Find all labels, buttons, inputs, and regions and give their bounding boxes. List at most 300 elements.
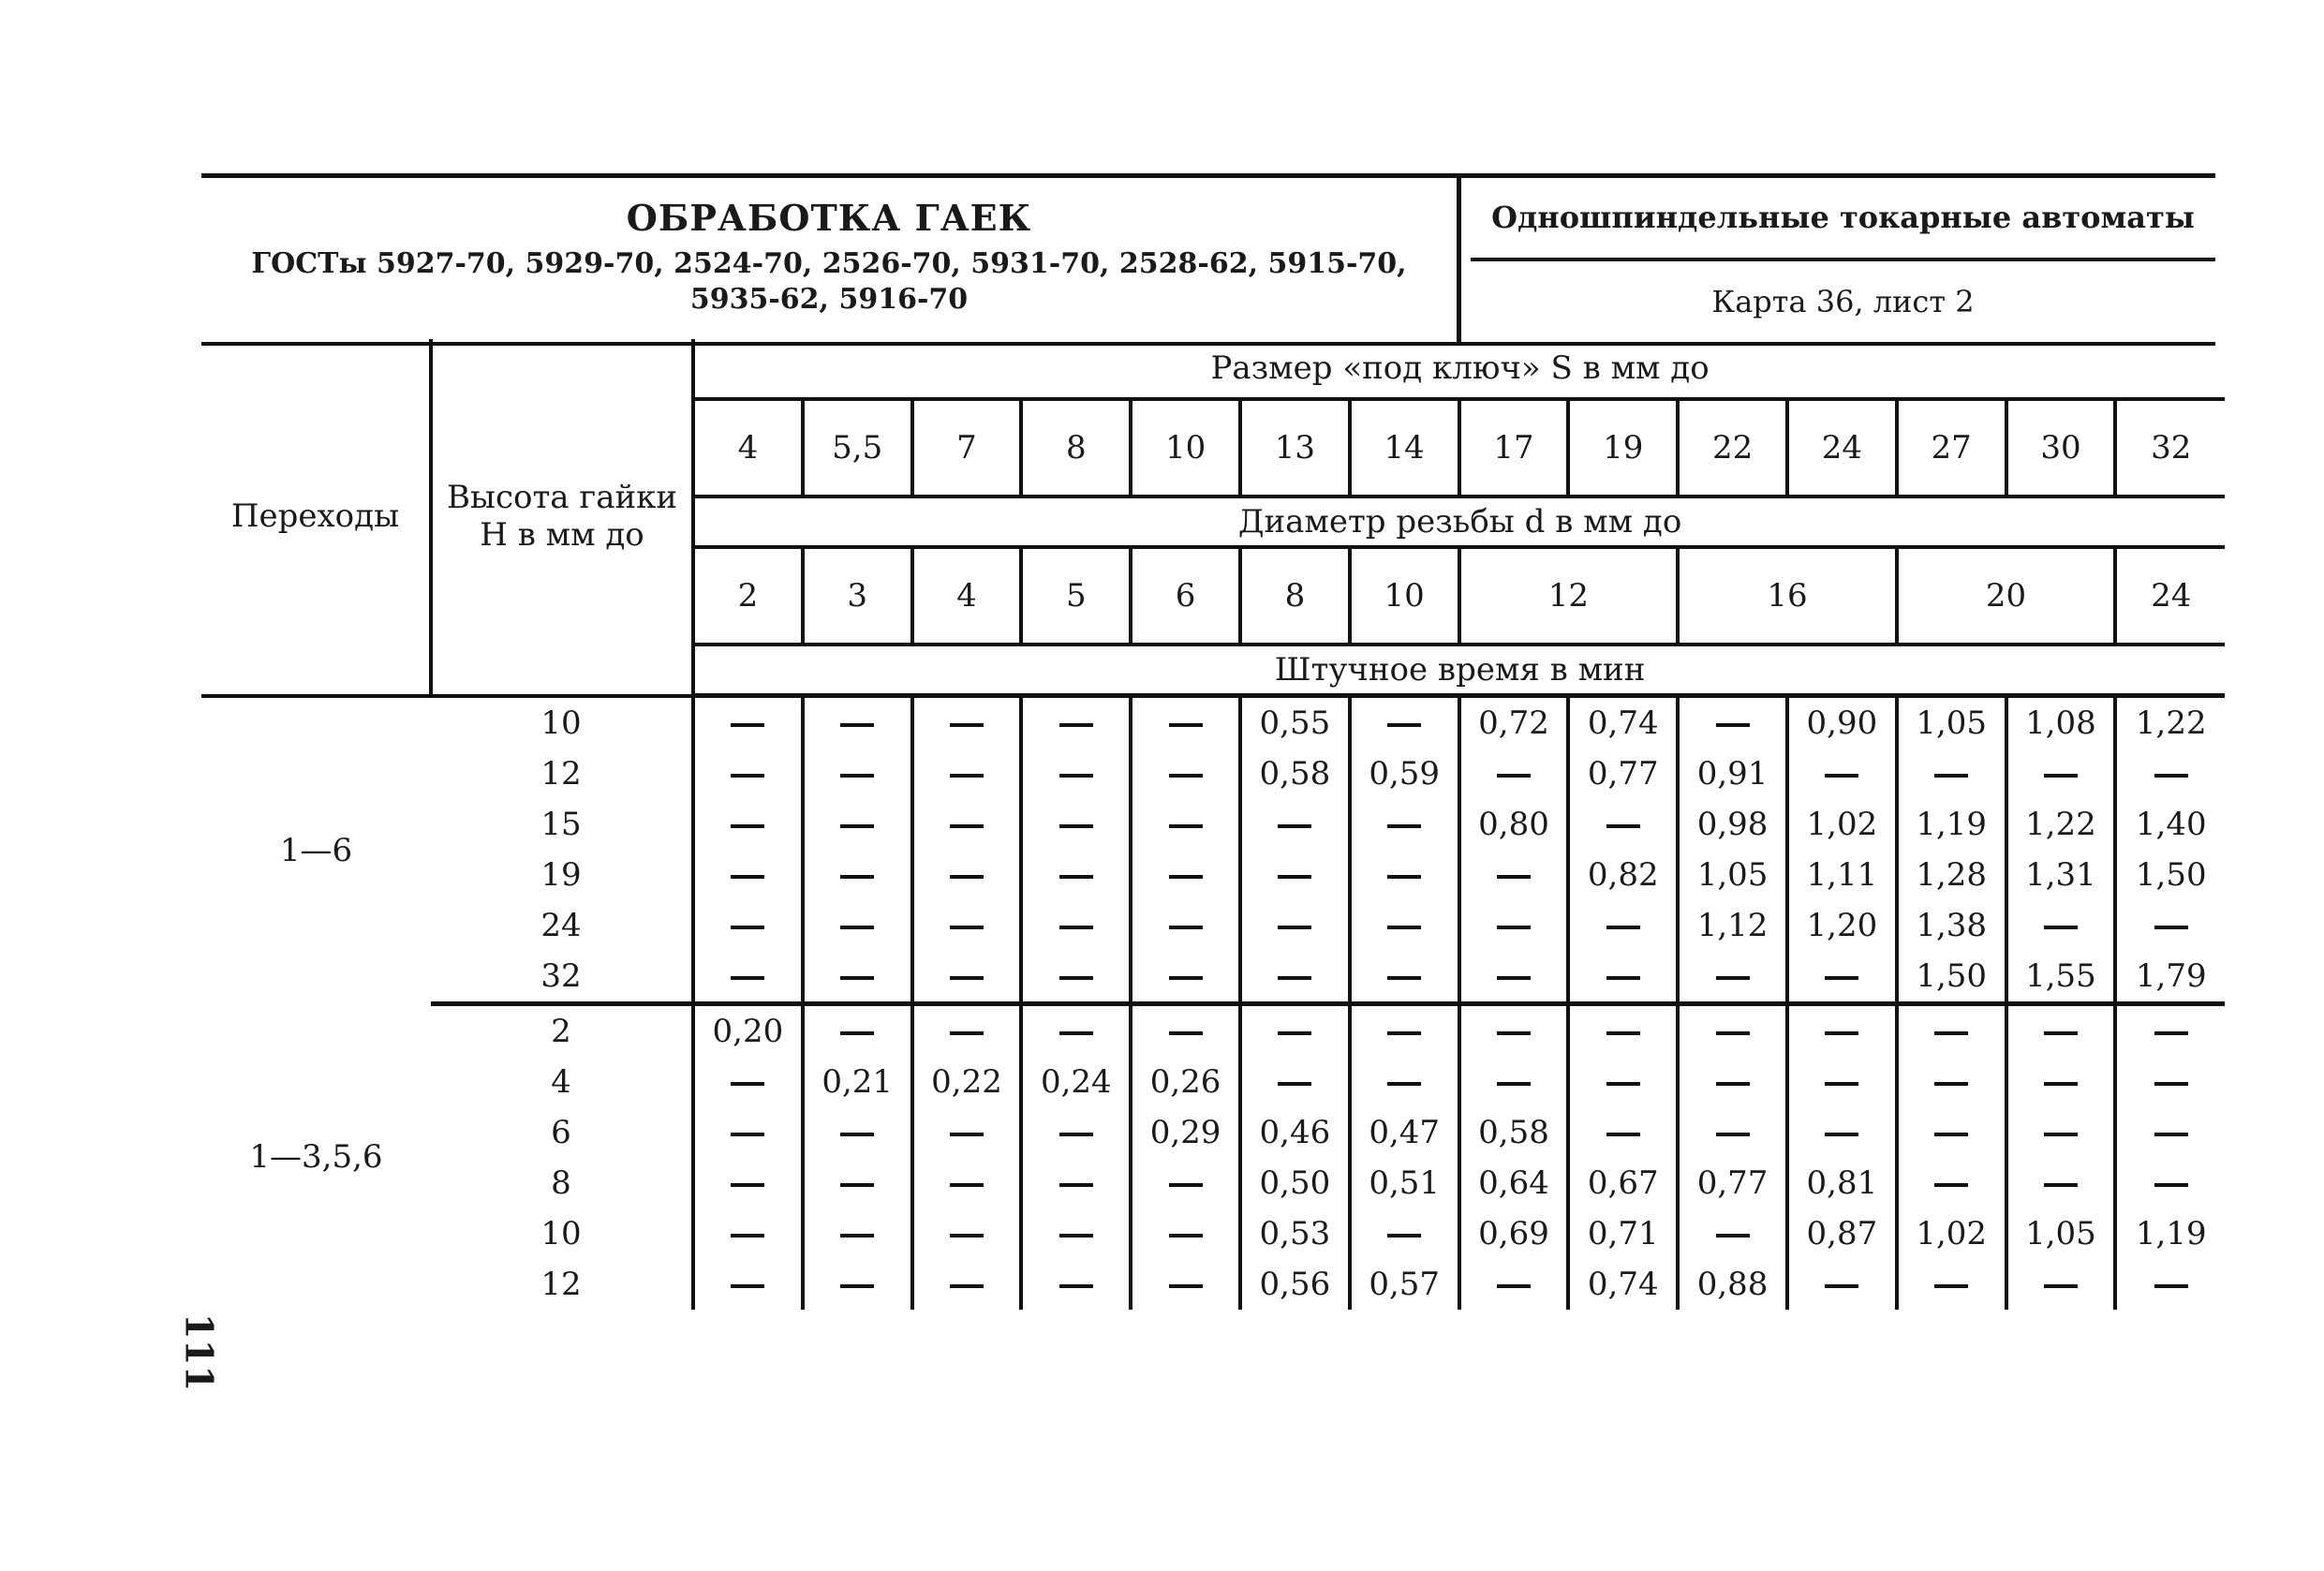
- dash-mark: [731, 976, 764, 980]
- nut-height: 12: [540, 755, 582, 793]
- time-cell: 1,19: [1897, 799, 2006, 850]
- time-cell: [1568, 1107, 1678, 1158]
- table-row: [201, 900, 2225, 951]
- s-value: 19: [1568, 399, 1678, 496]
- dash-mark: [1169, 926, 1203, 929]
- dash-mark: [840, 1133, 874, 1136]
- dash-mark: [731, 774, 764, 778]
- time-cell: [2115, 1158, 2225, 1208]
- dash-mark: [1169, 1234, 1203, 1238]
- dash-mark: [1497, 1031, 1531, 1035]
- nut-height: 32: [431, 951, 693, 1004]
- table-row: [201, 850, 2225, 900]
- nut-height: 15: [540, 806, 582, 843]
- time-cell: [803, 850, 912, 900]
- timing-table: [201, 339, 2225, 1310]
- time-cell: [1131, 1158, 1240, 1208]
- dash-mark: [840, 1183, 874, 1187]
- machine-type: Одношпиндельные токарные автоматы: [1471, 178, 2215, 261]
- time-cell: [1568, 951, 1678, 1004]
- time-cell: 1,20: [1787, 900, 1897, 951]
- dash-mark: [1606, 824, 1640, 828]
- dash-mark: [1278, 824, 1311, 828]
- dash-mark: [1387, 723, 1421, 727]
- dash-mark: [950, 824, 984, 828]
- dash-mark: [1169, 774, 1203, 778]
- dash-mark: [1716, 976, 1750, 980]
- dash-mark: [840, 824, 874, 828]
- nut-height: 24: [540, 907, 582, 944]
- dash-mark: [1606, 926, 1640, 929]
- nut-height: 6: [551, 1114, 571, 1151]
- time-cell: 0,26: [1131, 1057, 1240, 1107]
- time-cell: [803, 1158, 912, 1208]
- s-value: 10: [1131, 399, 1240, 496]
- time-cell: [1131, 799, 1240, 850]
- time-cell: [1897, 1158, 2006, 1208]
- dash-mark: [950, 1031, 984, 1035]
- nut-height: 8: [551, 1164, 571, 1202]
- d-value: 12: [1459, 547, 1679, 645]
- s-value: 24: [1787, 399, 1897, 496]
- dash-mark: [1934, 1031, 1968, 1035]
- time-cell: 0,24: [1021, 1057, 1131, 1107]
- dash-mark: [1169, 976, 1203, 980]
- dash-mark: [1716, 1082, 1750, 1086]
- d-value: 6: [1131, 547, 1240, 645]
- dash-mark: [2044, 926, 2078, 929]
- dash-mark: [1169, 723, 1203, 727]
- dash-mark: [1825, 976, 1858, 980]
- time-cell: [693, 1057, 803, 1107]
- time-cell: [693, 1158, 803, 1208]
- dash-mark: [840, 976, 874, 980]
- dash-mark: [1059, 926, 1093, 929]
- time-cell: 0,77: [1568, 748, 1678, 799]
- dash-mark: [1059, 774, 1093, 778]
- time-cell: [1240, 1057, 1350, 1107]
- s-value: 32: [2115, 399, 2225, 496]
- time-cell: 1,50: [1897, 951, 2006, 1004]
- time-cell: 0,67: [1568, 1158, 1678, 1208]
- time-cell: [1350, 951, 1459, 1004]
- time-cell: 0,91: [1678, 748, 1787, 799]
- dash-mark: [1606, 1133, 1640, 1136]
- time-cell: [803, 1107, 912, 1158]
- dash-mark: [731, 926, 764, 929]
- time-cell: 1,05: [1897, 696, 2006, 749]
- dash-mark: [1169, 1031, 1203, 1035]
- card-number: Карта 36, лист 2: [1711, 284, 1975, 319]
- time-cell: [803, 748, 912, 799]
- nut-height: 4: [551, 1063, 571, 1101]
- dash-mark: [1278, 1082, 1311, 1086]
- time-cell: 1,50: [2115, 850, 2225, 900]
- dash-mark: [950, 1284, 984, 1288]
- time-cell: 0,59: [1350, 748, 1459, 799]
- time-cell: 0,58: [1459, 1107, 1569, 1158]
- dash-mark: [1169, 1284, 1203, 1288]
- time-cell: [1021, 1158, 1131, 1208]
- dash-mark: [1059, 1133, 1093, 1136]
- dash-mark: [950, 1234, 984, 1238]
- dash-mark: [1934, 1133, 1968, 1136]
- time-cell: 0,87: [1787, 1208, 1897, 1259]
- time-cell: 1,08: [2006, 696, 2116, 749]
- table-row: [201, 1208, 2225, 1259]
- time-cell: [1350, 696, 1459, 749]
- time-cell: 1,22: [2006, 799, 2116, 850]
- dash-mark: [2154, 1284, 2188, 1288]
- time-cell: [803, 951, 912, 1004]
- dash-mark: [1059, 1284, 1093, 1288]
- time-cell: 0,20: [693, 1004, 803, 1058]
- time-cell: [1131, 850, 1240, 900]
- time-cell: [803, 1208, 912, 1259]
- d-value: 20: [1897, 547, 2116, 645]
- time-cell: 1,40: [2115, 799, 2225, 850]
- time-cell: [1787, 1057, 1897, 1107]
- table-row: [201, 951, 2225, 1004]
- dash-mark: [950, 723, 984, 727]
- time-cell: [1897, 748, 2006, 799]
- time-cell: [1678, 951, 1787, 1004]
- dash-mark: [1716, 1133, 1750, 1136]
- time-cell: [693, 1208, 803, 1259]
- time-cell: [1021, 951, 1131, 1004]
- s-caption: Размер «под ключ» S в мм до: [693, 339, 2225, 399]
- dash-mark: [2154, 1031, 2188, 1035]
- time-cell: [1678, 1057, 1787, 1107]
- s-value: 8: [1021, 399, 1131, 496]
- dash-mark: [1825, 1133, 1858, 1136]
- document-header: [201, 173, 2215, 346]
- time-cell: [2115, 1057, 2225, 1107]
- table-row: [201, 1057, 2225, 1107]
- d-value: 2: [693, 547, 803, 645]
- dash-mark: [1278, 1031, 1311, 1035]
- dash-mark: [1387, 976, 1421, 980]
- dash-mark: [1059, 1183, 1093, 1187]
- time-cell: 0,58: [1240, 748, 1350, 799]
- dash-mark: [1387, 824, 1421, 828]
- time-cell: [2115, 1107, 2225, 1158]
- dash-mark: [1934, 1183, 1968, 1187]
- time-cell: 1,12: [1678, 900, 1787, 951]
- time-cell: [912, 1107, 1022, 1158]
- dash-mark: [1278, 976, 1311, 980]
- time-cell: [2115, 900, 2225, 951]
- dash-mark: [731, 824, 764, 828]
- time-cell: [1568, 799, 1678, 850]
- dash-mark: [950, 976, 984, 980]
- time-cell: [912, 1158, 1022, 1208]
- dash-mark: [950, 875, 984, 879]
- dash-mark: [950, 926, 984, 929]
- time-cell: [1678, 1004, 1787, 1058]
- time-caption: Штучное время в мин: [693, 645, 2225, 696]
- time-cell: 0,53: [1240, 1208, 1350, 1259]
- time-cell: [1568, 900, 1678, 951]
- time-cell: 0,57: [1350, 1259, 1459, 1310]
- time-cell: [693, 748, 803, 799]
- time-cell: 0,69: [1459, 1208, 1569, 1259]
- time-cell: [1897, 1004, 2006, 1058]
- dash-mark: [2154, 1133, 2188, 1136]
- time-cell: 1,05: [2006, 1208, 2116, 1259]
- dash-mark: [731, 1284, 764, 1288]
- dash-mark: [1825, 774, 1858, 778]
- time-cell: 1,02: [1787, 799, 1897, 850]
- dash-mark: [1497, 926, 1531, 929]
- time-cell: 0,74: [1568, 1259, 1678, 1310]
- time-cell: [1350, 1057, 1459, 1107]
- time-cell: [803, 696, 912, 749]
- time-cell: 0,51: [1350, 1158, 1459, 1208]
- s-value: 5,5: [803, 399, 912, 496]
- time-cell: [1897, 1057, 2006, 1107]
- dash-mark: [731, 1082, 764, 1086]
- dash-mark: [840, 1031, 874, 1035]
- dash-mark: [840, 1234, 874, 1238]
- time-cell: [1568, 1004, 1678, 1058]
- dash-mark: [1059, 1031, 1093, 1035]
- dash-mark: [840, 926, 874, 929]
- time-cell: 0,90: [1787, 696, 1897, 749]
- dash-mark: [1825, 1082, 1858, 1086]
- time-cell: [1350, 1004, 1459, 1058]
- time-cell: 0,72: [1459, 696, 1569, 749]
- time-cell: [1240, 951, 1350, 1004]
- table-row: [201, 748, 2225, 799]
- d-value: 3: [803, 547, 912, 645]
- dash-mark: [1387, 926, 1421, 929]
- dash-mark: [840, 1284, 874, 1288]
- dash-mark: [1059, 723, 1093, 727]
- time-cell: 0,64: [1459, 1158, 1569, 1208]
- header-right: [1461, 178, 2215, 342]
- time-cell: [912, 1259, 1022, 1310]
- time-cell: [2115, 1004, 2225, 1058]
- time-cell: 0,71: [1568, 1208, 1678, 1259]
- s-value: 4: [693, 399, 803, 496]
- time-cell: [912, 850, 1022, 900]
- s-caption-row: [201, 339, 2225, 399]
- time-cell: 0,22: [912, 1057, 1022, 1107]
- dash-mark: [2154, 1082, 2188, 1086]
- time-cell: [1131, 1004, 1240, 1058]
- time-cell: 0,50: [1240, 1158, 1350, 1208]
- dash-mark: [1825, 1284, 1858, 1288]
- height-header: Высота гайки H в мм до: [431, 339, 693, 696]
- dash-mark: [1716, 1031, 1750, 1035]
- transitions-header: Переходы: [201, 339, 431, 696]
- dash-mark: [2044, 1082, 2078, 1086]
- time-cell: [1021, 748, 1131, 799]
- d-value: 8: [1240, 547, 1350, 645]
- time-cell: [1021, 1004, 1131, 1058]
- time-cell: [912, 951, 1022, 1004]
- time-cell: [803, 900, 912, 951]
- time-cell: 0,21: [803, 1057, 912, 1107]
- time-cell: 1,02: [1897, 1208, 2006, 1259]
- time-cell: [1021, 1259, 1131, 1310]
- dash-mark: [1169, 875, 1203, 879]
- dash-mark: [840, 774, 874, 778]
- time-cell: [1787, 951, 1897, 1004]
- dash-mark: [1059, 1234, 1093, 1238]
- s-value: 30: [2006, 399, 2116, 496]
- table-row: [201, 799, 2225, 850]
- time-cell: [693, 900, 803, 951]
- dash-mark: [950, 1183, 984, 1187]
- dash-mark: [731, 1133, 764, 1136]
- time-cell: 1,28: [1897, 850, 2006, 900]
- time-cell: 1,31: [2006, 850, 2116, 900]
- time-cell: [912, 1208, 1022, 1259]
- dash-mark: [1387, 1082, 1421, 1086]
- d-caption: Диаметр резьбы d в мм до: [693, 496, 2225, 547]
- time-cell: [1787, 1004, 1897, 1058]
- time-cell: [1021, 1107, 1131, 1158]
- nut-height: 10: [540, 704, 582, 742]
- table-row: [201, 1259, 2225, 1310]
- time-cell: [2006, 1057, 2116, 1107]
- time-cell: [2006, 900, 2116, 951]
- time-cell: [1678, 696, 1787, 749]
- time-cell: [1350, 850, 1459, 900]
- time-cell: [1678, 1107, 1787, 1158]
- time-cell: 0,98: [1678, 799, 1787, 850]
- dash-mark: [1497, 1284, 1531, 1288]
- time-cell: 0,55: [1240, 696, 1350, 749]
- time-cell: [1350, 799, 1459, 850]
- time-cell: [1787, 1259, 1897, 1310]
- time-cell: [1459, 1004, 1569, 1058]
- gost-list: ГОСТы 5927-70, 5929-70, 2524-70, 2526-70, 5931-70, 2528-62, 5915-70, 5935-62, 5916-70: [251, 247, 1407, 316]
- time-cell: [2115, 748, 2225, 799]
- dash-mark: [1278, 875, 1311, 879]
- dash-mark: [2154, 1183, 2188, 1187]
- time-cell: [912, 748, 1022, 799]
- dash-mark: [2044, 1284, 2078, 1288]
- d-value: 5: [1021, 547, 1131, 645]
- dash-mark: [1934, 1082, 1968, 1086]
- table-row: [201, 1004, 2225, 1058]
- dash-mark: [1716, 1234, 1750, 1238]
- dash-mark: [1825, 1031, 1858, 1035]
- dash-mark: [2044, 1183, 2078, 1187]
- time-cell: [1021, 1208, 1131, 1259]
- time-cell: 0,47: [1350, 1107, 1459, 1158]
- time-cell: [2006, 1107, 2116, 1158]
- dash-mark: [731, 875, 764, 879]
- time-cell: [2006, 748, 2116, 799]
- dash-mark: [1059, 976, 1093, 980]
- s-value: 17: [1459, 399, 1569, 496]
- time-cell: [2115, 1259, 2225, 1310]
- time-cell: [912, 799, 1022, 850]
- time-cell: [803, 799, 912, 850]
- dash-mark: [1716, 723, 1750, 727]
- time-cell: [1240, 900, 1350, 951]
- time-cell: 0,29: [1131, 1107, 1240, 1158]
- time-cell: 0,77: [1678, 1158, 1787, 1208]
- time-cell: [693, 696, 803, 749]
- time-cell: [1021, 799, 1131, 850]
- time-cell: [1459, 900, 1569, 951]
- time-cell: [912, 1004, 1022, 1058]
- d-value: 10: [1350, 547, 1459, 645]
- dash-mark: [2154, 926, 2188, 929]
- time-cell: [1350, 900, 1459, 951]
- time-cell: [1787, 748, 1897, 799]
- time-cell: 1,19: [2115, 1208, 2225, 1259]
- time-cell: 0,82: [1568, 850, 1678, 900]
- dash-mark: [1497, 976, 1531, 980]
- nut-height: 19: [540, 856, 582, 894]
- time-cell: 0,80: [1459, 799, 1569, 850]
- time-cell: [1459, 951, 1569, 1004]
- time-cell: [912, 696, 1022, 749]
- dash-mark: [1497, 875, 1531, 879]
- table-row: [201, 696, 2225, 749]
- time-cell: [1131, 696, 1240, 749]
- time-cell: [803, 1004, 912, 1058]
- time-cell: [2006, 1158, 2116, 1208]
- time-cell: [1897, 1107, 2006, 1158]
- dash-mark: [2154, 774, 2188, 778]
- s-value: 13: [1240, 399, 1350, 496]
- time-cell: [1459, 1057, 1569, 1107]
- time-cell: [1240, 850, 1350, 900]
- dash-mark: [731, 1183, 764, 1187]
- dash-mark: [731, 723, 764, 727]
- dash-mark: [1059, 875, 1093, 879]
- time-cell: [693, 1259, 803, 1310]
- table-row: [201, 1107, 2225, 1158]
- time-cell: 1,22: [2115, 696, 2225, 749]
- time-cell: [1131, 951, 1240, 1004]
- time-cell: [1131, 1259, 1240, 1310]
- time-cell: [693, 951, 803, 1004]
- time-cell: 0,88: [1678, 1259, 1787, 1310]
- dash-mark: [950, 774, 984, 778]
- transition-group-label: 1—3,5,6: [249, 1137, 383, 1176]
- time-cell: 1,38: [1897, 900, 2006, 951]
- time-cell: [2006, 1259, 2116, 1310]
- time-cell: [693, 850, 803, 900]
- table-row: [201, 1158, 2225, 1208]
- dash-mark: [1934, 1284, 1968, 1288]
- time-cell: [1131, 748, 1240, 799]
- dash-mark: [1497, 774, 1531, 778]
- header-left: [201, 178, 1461, 342]
- time-cell: [1021, 850, 1131, 900]
- d-value: 16: [1678, 547, 1897, 645]
- dash-mark: [1059, 824, 1093, 828]
- dash-mark: [1497, 1082, 1531, 1086]
- dash-mark: [950, 1133, 984, 1136]
- dash-mark: [1387, 1031, 1421, 1035]
- s-value: 7: [912, 399, 1022, 496]
- dash-mark: [1169, 1183, 1203, 1187]
- time-cell: 1,55: [2006, 951, 2116, 1004]
- dash-mark: [840, 875, 874, 879]
- s-value: 14: [1350, 399, 1459, 496]
- time-cell: 0,56: [1240, 1259, 1350, 1310]
- time-cell: [1131, 1208, 1240, 1259]
